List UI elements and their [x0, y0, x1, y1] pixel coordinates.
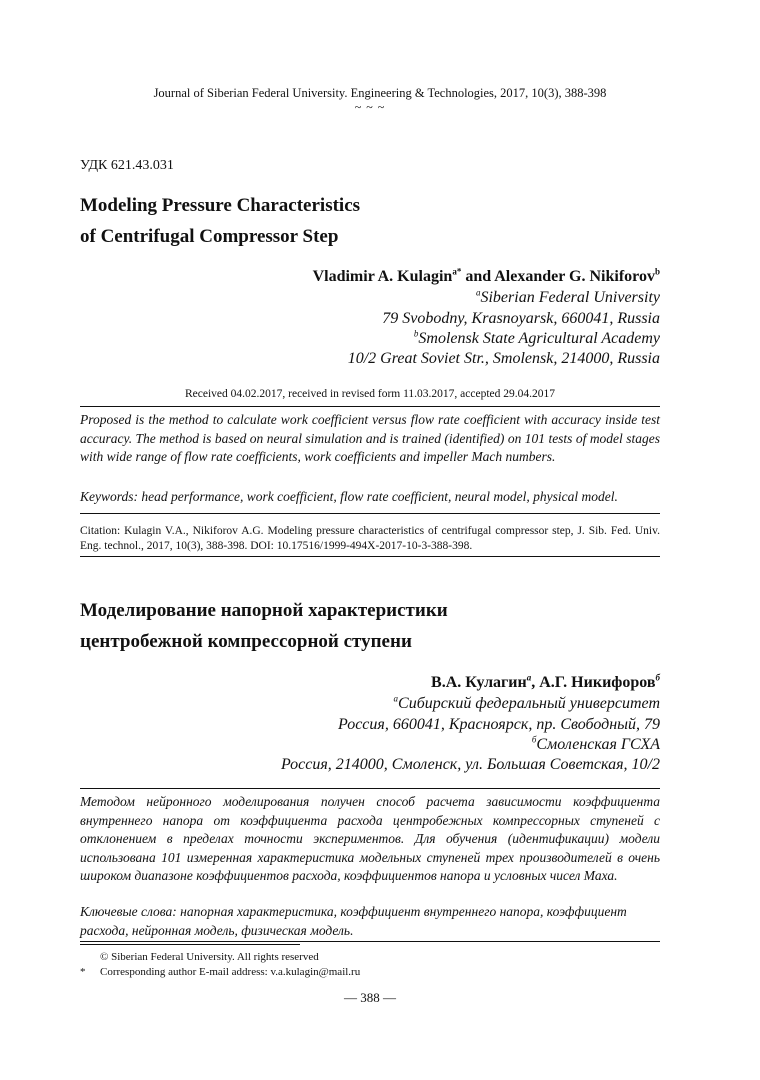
header-separator: ~ ~ ~ [354, 100, 386, 114]
aff-a-mark-ru: а [393, 693, 399, 704]
author-kulagin-ru: В.А. Кулагин [431, 674, 527, 691]
russian-affiliation-b-address: Россия, 214000, Смоленск, ул. Большая Советская, 10/2 [280, 756, 660, 773]
english-abstract: Proposed is the method to calculate work coefficient versus flow rate coefficient with accuracy inside test accuracy. The method is based on neural simulation and is trained (identified) on 101 tests of model stages with wide range of flow rate coefficients, work coefficients and impeller Mach numbers. [80, 412, 660, 464]
received-dates: Received 04.02.2017, received in revised form 11.03.2017, accepted 29.04.2017 [184, 388, 556, 400]
russian-abstract: Методом нейронного моделирования получен способ расчета зависимости коэффициента внутреннего напора от коэффициента расхода центробежных компрессорных ступеней с отклонением в пределах точности экспериментов. Для обучения (идентификации) модели использована 101 измеренная характеристика модельных ступеней трех производителей в очень широком диапазоне коэффициентов расхода, коэффициентов напора и условных чисел Маха. [80, 794, 660, 883]
corresponding-text: Corresponding author E-mail address: v.a.kulagin@mail.ru [100, 966, 361, 978]
english-authors [313, 268, 660, 286]
russian-keywords: Ключевые слова: напорная характеристика, коэффициент внутреннего напора, коэффициент расхода, нейронная модель, физическая модель. [80, 904, 627, 938]
aff-b-mark: b [413, 328, 419, 339]
author2-affiliation-mark-ru: б [655, 672, 660, 683]
aff-a-mark: a [475, 287, 481, 298]
russian-title-line1: Моделирование напорной характеристики [80, 600, 448, 621]
english-title-line2: of Centrifugal Compressor Step [80, 226, 339, 247]
aff-b-mark-ru: б [531, 734, 537, 745]
divider [80, 788, 660, 789]
author2-affiliation-mark: b [654, 266, 660, 277]
aff-a-name-ru: Сибирский федеральный университет [398, 695, 660, 712]
aff-a-name: Siberian Federal University [480, 289, 660, 306]
author-kulagin: Vladimir A. Kulagin [312, 268, 453, 285]
journal-header: Journal of Siberian Federal University. Engineering & Technologies, 2017, 10(3), 388-398 [153, 86, 607, 100]
aff-b-name: Smolensk State Agricultural Academy [418, 330, 660, 347]
russian-affiliation-a-address: Россия, 660041, Красноярск, пр. Свободный, 79 [338, 716, 660, 733]
russian-affiliation-b [532, 736, 660, 754]
divider [80, 513, 660, 514]
divider [80, 941, 660, 942]
footnote-star: * [80, 966, 86, 978]
russian-authors [431, 674, 660, 692]
author1-affiliation-mark: a* [452, 266, 462, 277]
page-number: — 388 — [344, 990, 396, 1005]
english-affiliation-b-address: 10/2 Great Soviet Str., Smolensk, 214000, Russia [347, 350, 660, 367]
russian-affiliation-a [394, 695, 660, 713]
citation: Citation: Kulagin V.A., Nikiforov A.G. Modeling pressure characteristics of centrifugal compressor step, J. Sib. Fed. Univ. Eng. technol., 2017, 10(3), 388-398. DOI: 10.17516/1999-494X-2017-10-3-388-398. [80, 525, 660, 552]
author1-affiliation-mark-ru: а [526, 672, 532, 683]
udk-code: УДК 621.43.031 [80, 158, 174, 173]
author-nikiforov-ru: А.Г. Никифоров [539, 674, 656, 691]
footnote-copyright [80, 951, 319, 963]
english-title-line1: Modeling Pressure Characteristics [80, 195, 361, 216]
english-affiliation-a [476, 289, 660, 307]
footnote-divider [80, 944, 300, 945]
authors-conjunction: and [461, 268, 495, 285]
authors-separator-ru: , [531, 674, 540, 691]
copyright-text: © Siberian Federal University. All rights reserved [100, 951, 319, 963]
aff-b-name-ru: Смоленская ГСХА [536, 736, 660, 753]
english-affiliation-a-address: 79 Svobodny, Krasnoyarsk, 660041, Russia [382, 310, 660, 327]
footnote-corresponding [80, 966, 360, 978]
english-affiliation-b [414, 330, 660, 348]
divider [80, 406, 660, 407]
author-nikiforov: Alexander G. Nikiforov [494, 268, 655, 285]
russian-title-line2: центробежной компрессорной ступени [80, 631, 412, 652]
english-keywords: Keywords: head performance, work coefficient, flow rate coefficient, neural model, physical model. [80, 489, 618, 504]
divider [80, 556, 660, 557]
